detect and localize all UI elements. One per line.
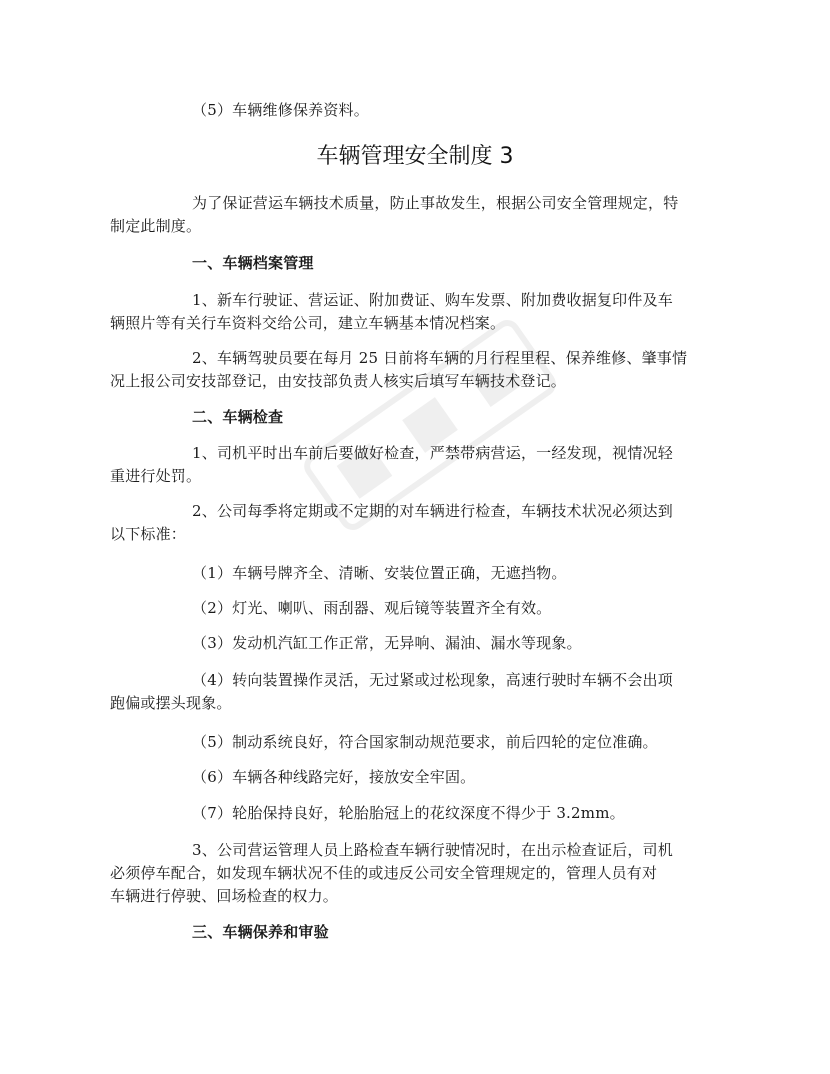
inspection-item-1-line-1: 1、司机平时出车前后要做好检查，严禁带病营运，一经发现，视情况轻: [192, 444, 673, 462]
records-item-2-line-1: 2、车辆驾驶员要在每月 25 日前将车辆的月行程里程、保养维修、肇事情: [192, 349, 688, 367]
inspection-item-3-line-2: 必须停车配合，如发现车辆状况不佳的或违反公司安全管理规定的，管理人员有对: [110, 864, 658, 882]
standard-7: （7）轮胎保持良好，轮胎胎冠上的花纹深度不得少于 3.2mm。: [192, 804, 625, 822]
section-heading-maintenance-and-inspection: 三、车辆保养和审验: [192, 923, 329, 941]
standard-4-line-1: （4）转向装置操作灵活，无过紧或过松现象，高速行驶时车辆不会出项: [192, 671, 673, 689]
records-item-2-line-2: 况上报公司安技部登记，由安技部负责人核实后填写车辆技术登记。: [110, 372, 567, 390]
records-item-1-line-2: 辆照片等有关行车资料交给公司，建立车辆基本情况档案。: [110, 314, 506, 332]
intro-paragraph-line-1: 为了保证营运车辆技术质量，防止事故发生，根据公司安全管理规定，特: [192, 194, 679, 212]
standard-6: （6）车辆各种线路完好，接放安全牢固。: [192, 768, 476, 786]
inspection-item-1-line-2: 重进行处罚。: [110, 467, 202, 485]
intro-paragraph-line-2: 制定此制度。: [110, 217, 202, 235]
standard-1: （1）车辆号牌齐全、清晰、安装位置正确，无遮挡物。: [192, 564, 567, 582]
standard-2: （2）灯光、喇叭、雨刮器、观后镜等装置齐全有效。: [192, 599, 552, 617]
section-heading-vehicle-inspection: 二、车辆检查: [192, 408, 284, 426]
standard-3: （3）发动机汽缸工作正常，无异响、漏油、漏水等现象。: [192, 634, 582, 652]
section-heading-vehicle-records: 一、车辆档案管理: [192, 254, 314, 272]
inspection-item-2-line-1: 2、公司每季将定期或不定期的对车辆进行检查，车辆技术状况必须达到: [192, 502, 673, 520]
item-5-maintenance-records: （5）车辆维修保养资料。: [192, 101, 369, 119]
inspection-item-3-line-1: 3、公司营运管理人员上路检查车辆行驶情况时，在出示检查证后，司机: [192, 841, 673, 859]
inspection-item-3-line-3: 车辆进行停驶、回场检查的权力。: [110, 887, 339, 905]
records-item-1-line-1: 1、新车行驶证、营运证、附加费证、购车发票、附加费收据复印件及车: [192, 291, 673, 309]
page-title: 车辆管理安全制度 3: [316, 144, 514, 169]
standard-5: （5）制动系统良好，符合国家制动规范要求，前后四轮的定位准确。: [192, 733, 658, 751]
standard-4-line-2: 跑偏或摆头现象。: [110, 694, 232, 712]
inspection-item-2-line-2: 以下标准：: [110, 525, 187, 543]
